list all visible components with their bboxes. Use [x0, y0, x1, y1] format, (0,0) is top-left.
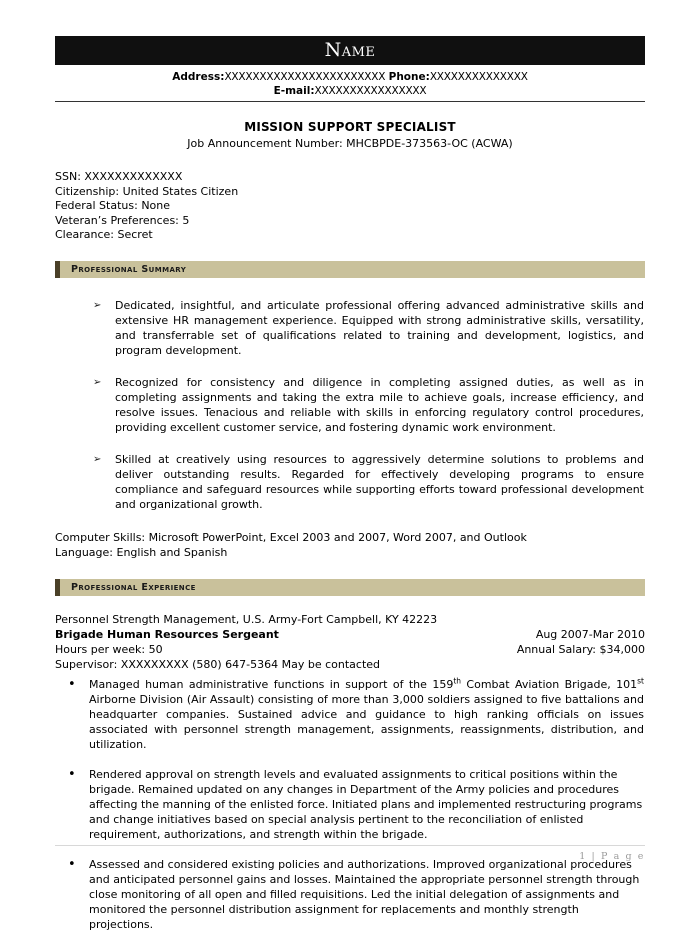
- bullet-part-post: Airborne Division (Air Assault) consisting of more than 3,000 soldiers assigned to five battalions and headquarter companies. Sustained advice and guidance to high ranking officials on issues associated with personnel strength management, assignments, reassignments, distribution, and utilization.: [89, 693, 644, 752]
- name-banner: [55, 36, 645, 65]
- supervisor-row: [55, 657, 645, 672]
- contact-block: [55, 65, 645, 102]
- supervisor-line: Supervisor: XXXXXXXXX (580) 647-5364 May be contacted: [55, 657, 381, 671]
- employer-line: Personnel Strength Management, U.S. Army-Fort Campbell, KY 42223: [55, 612, 438, 626]
- summary-bullet-text: Recognized for consistency and diligence in completing assigned duties, as well as in completing assignments and taking the extra mile to achieve goals, increase efficiency, and resolve issues. Tenacious and reliable with skills in enforcing regulatory control procedures, providing excellent customer service, and fostering dynamic work environment.: [115, 375, 644, 434]
- page-footer: [55, 845, 645, 862]
- personal-info-block: [55, 170, 645, 243]
- summary-bullet-text: Skilled at creatively using resources to aggressively determine solutions to problems and deliver outstanding results. Regarded for effectively developing programs to ensure compliance and safeguard resources while supporting efforts toward professional development and organizational growth.: [115, 452, 644, 511]
- ordinal-suffix-159: th: [453, 676, 462, 686]
- employment-dates: Aug 2007-Mar 2010: [535, 627, 645, 641]
- citizenship-line: Citizenship: United States Citizen: [55, 184, 239, 198]
- section-title-text: Professional Experience: [71, 581, 196, 593]
- section-accent-tab: [55, 579, 60, 596]
- ordinal-suffix-101: st: [637, 676, 644, 686]
- job-title-row: [55, 627, 645, 642]
- summary-bullet-text: Dedicated, insightful, and articulate professional offering advanced administrative skills and extensive HR management experience. Equipped with strong administrative skills, versatility, and transferrable set of qualifications related to training and development, logistics, and program development.: [115, 298, 644, 357]
- title-block: [55, 119, 645, 152]
- list-item: [55, 375, 645, 435]
- contact-line-email: [55, 84, 645, 98]
- email-label: E-mail:: [273, 85, 315, 97]
- veterans-preference-line: Veteran’s Preferences: 5: [55, 213, 190, 227]
- resume-body: [55, 36, 645, 932]
- bullet-part-mid: Combat Aviation Brigade, 101: [461, 678, 638, 692]
- arrow-bullet-icon: ➢: [93, 453, 102, 465]
- section-accent-tab: [55, 261, 60, 278]
- list-item: [55, 767, 645, 842]
- job-announcement-number: Job Announcement Number: MHCBPDE-373563-OC (ACWA): [187, 137, 513, 150]
- job-position-title: Brigade Human Resources Sergeant: [55, 627, 279, 641]
- ssn-line: SSN: XXXXXXXXXXXXX: [55, 170, 183, 183]
- computer-skills-line: Computer Skills: Microsoft PowerPoint, Excel 2003 and 2007, Word 2007, and Outlook: [55, 530, 527, 544]
- list-item: [55, 452, 645, 512]
- page-number: 1 | P a g e: [579, 851, 645, 862]
- list-item: [55, 857, 645, 932]
- email-value: XXXXXXXXXXXXXXXX: [314, 85, 427, 97]
- annual-salary: Annual Salary: $34,000: [516, 642, 645, 656]
- section-header-professional-experience: [55, 579, 645, 596]
- address-value: XXXXXXXXXXXXXXXXXXXXXXX: [224, 71, 386, 83]
- section-title-text: Professional Summary: [71, 263, 187, 275]
- language-line: Language: English and Spanish: [55, 545, 228, 559]
- hours-per-week: Hours per week: 50: [55, 642, 163, 656]
- arrow-bullet-icon: ➢: [93, 299, 102, 311]
- phone-value: XXXXXXXXXXXXXX: [429, 71, 528, 83]
- experience-bullet-text: Rendered approval on strength levels and evaluated assignments to critical positions within the brigade. Remained updated on any changes in Department of the Army policies and procedures affecting the manning of the enlisted force. Initiated plans and implemented restructuring programs and change initiatives based on special analysis pertinent to the reconciliation of enlisted requirement, authorizations, and strength within the brigade.: [89, 768, 643, 842]
- dot-bullet-icon: •: [68, 677, 76, 693]
- list-item: [55, 677, 645, 752]
- target-position: MISSION SUPPORT SPECIALIST: [244, 120, 456, 134]
- phone-label: Phone:: [388, 71, 430, 83]
- clearance-line: Clearance: Secret: [55, 228, 153, 242]
- hours-salary-row: [55, 642, 645, 657]
- dot-bullet-icon: •: [68, 857, 76, 873]
- summary-bullet-list: [55, 298, 645, 512]
- federal-status-line: Federal Status: None: [55, 199, 171, 213]
- section-header-professional-summary: [55, 261, 645, 278]
- candidate-name: Name: [324, 39, 376, 61]
- address-label: Address:: [172, 71, 225, 83]
- experience-bullet-text: Assessed and considered existing policies and authorizations. Improved organizational procedures and anticipated personnel gains and losses. Maintained the appropriate personnel strength through close monitoring of all open and filled requisitions. Led the initial delegation of assignments and monitored the personnel distribution assignment for replacements and monthly strength projections.: [89, 858, 640, 932]
- bullet-part-pre: Managed human administrative functions in support of the 159: [89, 678, 454, 692]
- skills-block: [55, 531, 645, 561]
- list-item: [55, 298, 645, 358]
- experience-bullet-text: [89, 677, 645, 752]
- experience-bullet-list: [55, 677, 645, 932]
- contact-line-address-phone: [55, 70, 645, 84]
- arrow-bullet-icon: ➢: [93, 376, 102, 388]
- dot-bullet-icon: •: [68, 767, 76, 783]
